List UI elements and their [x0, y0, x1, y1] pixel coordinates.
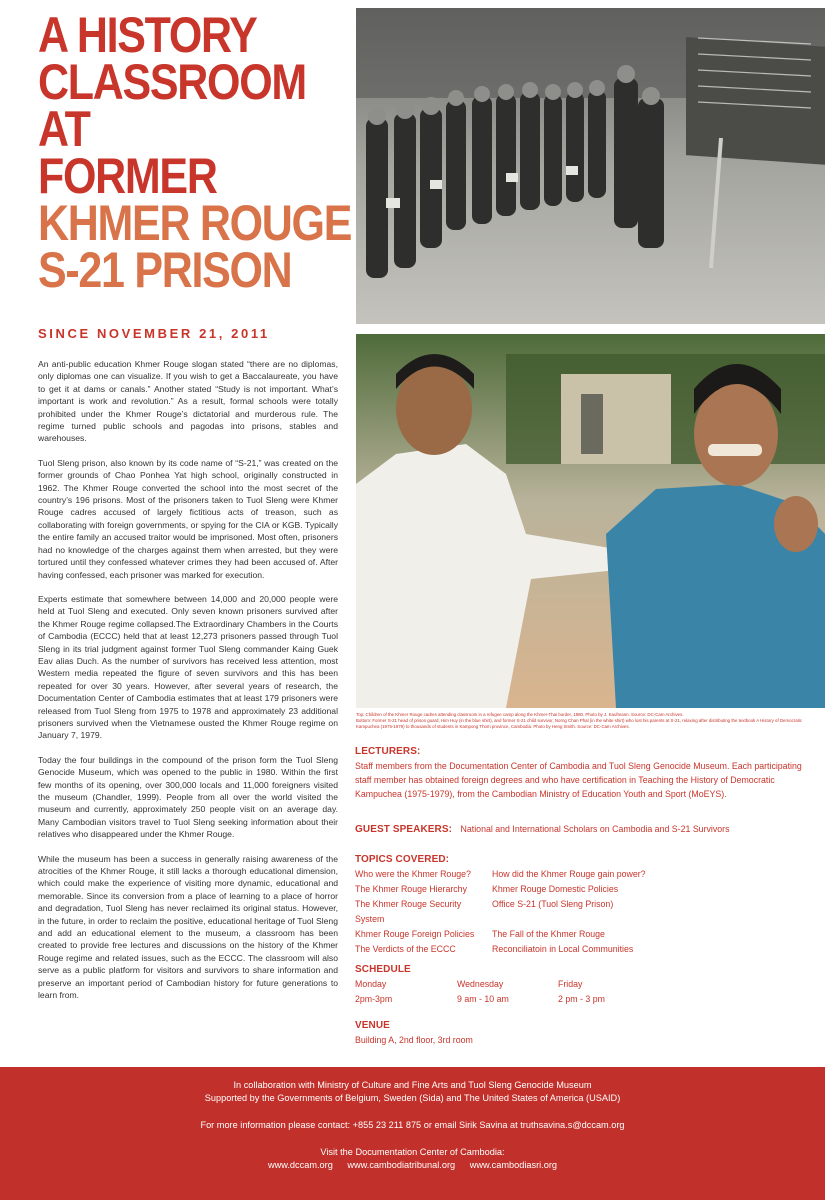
title-line: S-21 PRISON — [38, 242, 292, 298]
classroom-photo — [356, 8, 825, 324]
title-line: AT — [38, 101, 90, 157]
topic-item: The Fall of the Khmer Rouge — [492, 929, 605, 939]
since-date: SINCE NOVEMBER 21, 2011 — [38, 326, 270, 341]
article-body — [38, 358, 338, 1014]
paragraph: Tuol Sleng prison, also known by its code name of “S-21,” was created on the former grounds of Chao Ponhea Yat high school, originally constructed in 1962. The Khmer Rouge converted the school into the most secret of the country’s 196 prisons. Most of the prisoners taken to Tuol Sleng were Khmer Rouge cadres accused of largely fictitious acts of treason, such as collaborating with foreign governments, or spying for the CIA or KGB. Typically the entire family an accused traitor would be imprisoned. Most often, prisoners had no knowledge of the charges against them when arrested, but they were tortured until they confessed whatever crimes they had been accused of. After having confessed, each prisoner was marked for execution. — [38, 457, 338, 580]
schedule-grid — [355, 977, 815, 1007]
topic-item: Office S-21 (Tuol Sleng Prison) — [492, 899, 614, 909]
guest-heading: GUEST SPEAKERS: — [355, 824, 453, 835]
topic-item: Khmer Rouge Foreign Policies — [355, 929, 475, 939]
link-dccam[interactable]: www.dccam.org — [267, 1160, 333, 1170]
link-cambodiasri[interactable]: www.cambodiasri.org — [469, 1160, 558, 1170]
guest-text: National and International Scholars on Cambodia and S-21 Survivors — [460, 824, 730, 834]
topic-item: Reconciliatoin in Local Communities — [492, 944, 634, 954]
topic-item: Who were the Khmer Rouge? — [355, 869, 471, 879]
paragraph: Experts estimate that somewhere between 14,000 and 20,000 people were held at Tuol Sleng and executed. Only seven known prisoners survived after the Khmer Rouge regime collapsed.The Extraordinary Chambers in the Courts of Cambodia (ECCC) held that at least 12,273 prisoners passed through Tuol Sleng in its trial judgment against former Tuol Sleng commander Kaing Guek Eav alias Duch. As the number of survivors has received less attention, most Western media repeated the figure of seven survivors and this has been repeated for over 30 years. However, after several years of research, the Documentation Center of Cambodia estimates that at least 179 prisoners were released from Tuol Sleng from 1975 to 1978 and approximately 23 additional prisoners survived when the Vietnamese ousted the Khmer Rouge regime on January 7, 1979. — [38, 593, 338, 741]
lecturers-heading: LECTURERS: — [355, 746, 421, 757]
title-line: A HISTORY — [38, 7, 257, 63]
topics-list — [355, 867, 815, 957]
schedule-time: 9 am - 10 am — [457, 994, 509, 1004]
paragraph: While the museum has been a success in generally raising awareness of the atrocities of the Khmer Rouge, it still lacks a thorough educational dimension, which could make the experience of visiting more dynamic, educational and memorable. Since its conversion from a place of learning to a place of horror and degradation, Tuol Sleng has never reclaimed its original status. However, in the future, in order to reclaim the positive, educational heritage of Tuol Sleng and add an educational element to the museum, a classroom has been created to provide free lectures and discussions on the history of the Khmer Rouge regime and related issues, such as the ECCC. The classroom will also serve as a public platform for visitors and survivors to share information and preserve an important period of Cambodian history for future generations to learn from. — [38, 853, 338, 1001]
schedule-heading: SCHEDULE — [355, 964, 411, 975]
schedule-section — [355, 962, 815, 1007]
venue-section — [355, 1018, 815, 1048]
schedule-day: Monday — [355, 979, 387, 989]
title-line: FORMER — [38, 148, 217, 204]
footer-links — [0, 1159, 825, 1172]
topic-item: How did the Khmer Rouge gain power? — [492, 869, 646, 879]
title-line: CLASSROOM — [38, 54, 306, 110]
link-cambodiatribunal[interactable]: www.cambodiatribunal.org — [347, 1160, 456, 1170]
topic-item: The Khmer Rouge Security System — [355, 899, 462, 924]
footer-visit: Visit the Documentation Center of Cambodia: — [320, 1147, 505, 1157]
topic-item: Khmer Rouge Domestic Policies — [492, 884, 619, 894]
footer-banner — [0, 1067, 825, 1200]
topic-item: The Khmer Rouge Hierarchy — [355, 884, 467, 894]
footer-contact: For more information please contact: +855 23 211 875 or email Sirik Savina at truthsavina.s@dccam.org — [200, 1120, 625, 1130]
guest-speakers-section — [355, 822, 815, 837]
paragraph: Today the four buildings in the compound of the prison form the Tuol Sleng Genocide Museum, which was opened to the public in 1980. Within the first few months of its opening, over 300,000 locals and 11,000 foreigners visited the museum (Chandler, 1999). People from all over the world visited the museum and currently, approximately 250 people visit on an average day. Many Cambodian visitors travel to Tuol Sleng seeking information about their relatives who disappeared under the Khmer Rouge. — [38, 754, 338, 840]
schedule-time: 2pm-3pm — [355, 994, 393, 1004]
footer-collaboration: In collaboration with Ministry of Culture and Fine Arts and Tuol Sleng Genocide Museum — [233, 1080, 592, 1090]
venue-text: Building A, 2nd floor, 3rd room — [355, 1035, 473, 1045]
schedule-day: Wednesday — [457, 979, 504, 989]
schedule-day: Friday — [558, 979, 583, 989]
survivors-photo — [356, 334, 825, 708]
topics-section — [355, 852, 815, 957]
lecturers-text: Staff members from the Documentation Center of Cambodia and Tuol Sleng Genocide Museum. Each participating staff member has obtained foreign degrees and who have certification in Teaching the History of Democratic Kampuchea (1975-1979), from the Cambodian Ministry of Education Youth and Sport (MoEYS). — [355, 761, 802, 799]
caption-bottom: Bottom: Former S-21 head of prison guard, Him Huy (in the blue shirt), and former S-21 child survivor, Norng Chan Phal (in the white shirt) who lost his parents at S-21, relaxing after distributing the textbook A History of Democratic Kampuchea (1975-1979) to thousands of students in Kampong Thom province, Cambodia. Photo by Heng Smith. Source: DC-Cam Archives. — [356, 718, 803, 729]
paragraph: An anti-public education Khmer Rouge slogan stated “there are no diplomas, only diplomas one can visualize. If you wish to get a Baccalaureate, you have to get it at dams or canals.” Another stated “Study is not important. What’s important is work and revolution.” As a result, formal schools were totally prohibited under the Khmer Rouge’s dictatorial and murderous rule. The regime turned public schools and pagodas into prisons, stables and warehouses. — [38, 359, 338, 444]
topic-item: The Verdicts of the ECCC — [355, 944, 456, 954]
poster-title — [38, 7, 352, 298]
topics-heading: TOPICS COVERED: — [355, 854, 450, 865]
lecturers-section — [355, 744, 815, 801]
photo-caption — [356, 712, 816, 730]
footer-support: Supported by the Governments of Belgium, Sweden (Sida) and The United States of America (USAID) — [204, 1093, 621, 1103]
title-line: KHMER ROUGE — [38, 195, 352, 251]
schedule-time: 2 pm - 3 pm — [558, 994, 605, 1004]
venue-heading: VENUE — [355, 1020, 390, 1031]
caption-top: Top: Children of the Khmer Rouge cadres attending classroom in a refugee camp along the Khmer-Thai border, 1980. Photo by J. Kaufmann. Source: DC-Cam Archives. — [356, 712, 684, 717]
